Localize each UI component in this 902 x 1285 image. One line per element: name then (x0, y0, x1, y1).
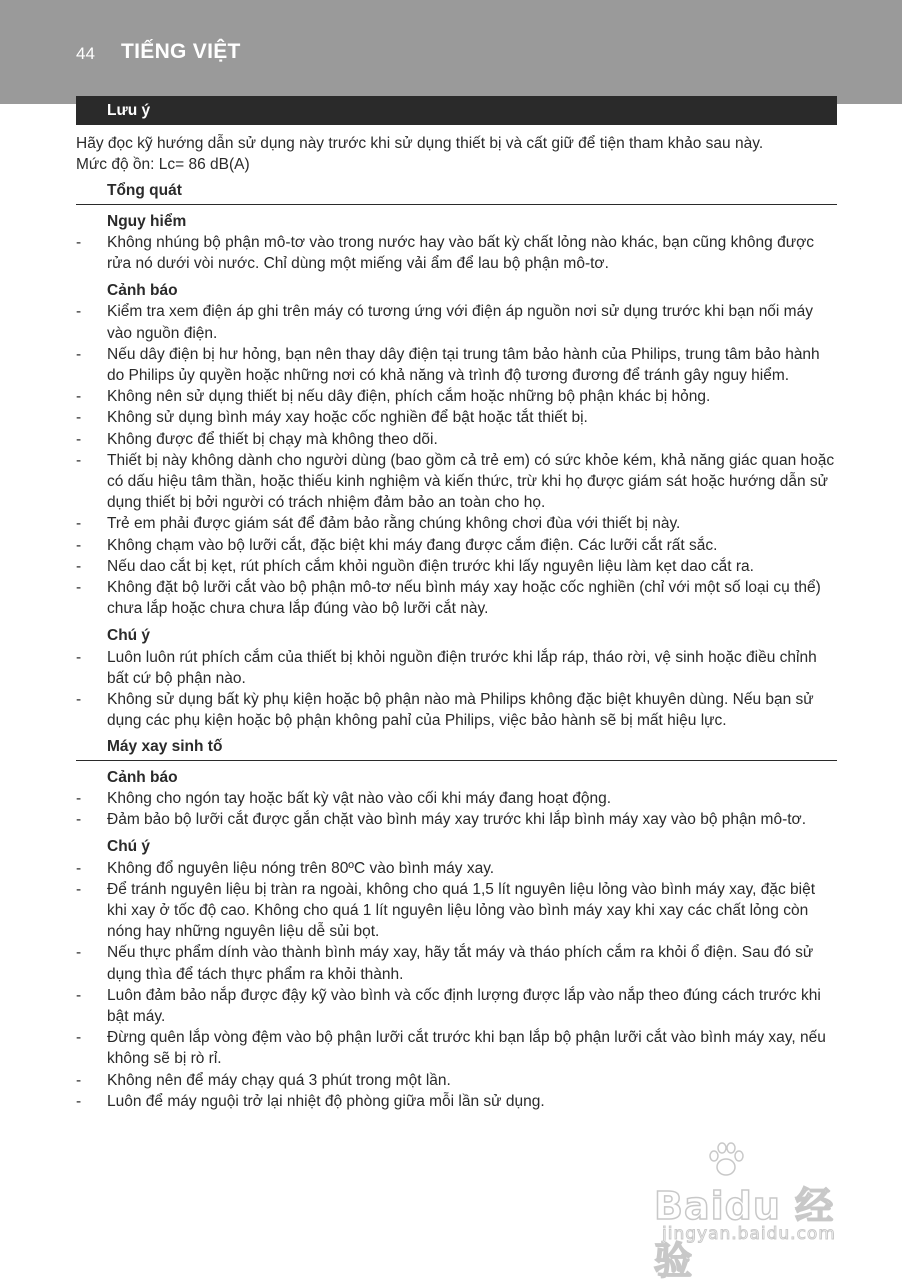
section-blender-title: Máy xay sinh tố (76, 736, 837, 760)
list-item: - Trẻ em phải được giám sát để đảm bảo rằng chúng không chơi đùa với thiết bị này. (76, 515, 681, 533)
danger-list (76, 232, 837, 274)
watermark-brand: Baidu 经验 (654, 1184, 835, 1283)
intro-text: Hãy đọc kỹ hướng dẫn sử dụng này trước khi sử dụng thiết bị và cất giữ để tiện tham khảo sau này. (76, 135, 764, 152)
list-item: - Nếu thực phẩm dính vào thành bình máy xay, hãy tắt máy và tháo phích cắm ra khỏi ổ điện. Sau đó sử dụng thìa để tách thực phẩm ra khỏi thành. (76, 944, 814, 983)
language-title: TIẾNG VIỆT (121, 40, 241, 63)
page-number: 44 (76, 44, 95, 63)
list-item: - Kiểm tra xem điện áp ghi trên máy có tương ứng với điện áp nguồn nơi sử dụng trước khi bạn nối máy vào nguồn điện. (76, 303, 813, 342)
list-item: - Đừng quên lắp vòng đệm vào bộ phận lưỡi cắt trước khi bạn lắp bộ phận lưỡi cắt vào bình máy xay, nếu không sẽ bị rò rỉ. (76, 1029, 826, 1068)
list-item: - Không được để thiết bị chạy mà không theo dõi. (76, 430, 438, 448)
paw-icon (706, 1140, 746, 1180)
content (76, 133, 837, 1112)
watermark-url: jingyan.baidu.com (662, 1224, 836, 1244)
list-item: - Nếu dây điện bị hư hỏng, bạn nên thay dây điện tại trung tâm bảo hành của Philips, trung tâm bảo hành do Philips ủy quyền hoặc những nơi có khả năng và trình độ tương đương để tránh gây nguy hiểm. (76, 345, 820, 385)
list-item: - Không nên sử dụng thiết bị nếu dây điện, phích cắm hoặc những bộ phận khác bị hỏng. (76, 388, 711, 406)
header-band (0, 0, 902, 104)
list-item: - Không đổ nguyên liệu nóng trên 80ºC vào bình máy xay. (76, 859, 495, 877)
blender-caution-list (76, 858, 837, 1112)
warning-title: Cảnh báo (107, 282, 178, 300)
list-item: - Không sử dụng bình máy xay hoặc cốc nghiền để bật hoặc tắt thiết bị. (76, 409, 588, 427)
danger-title: Nguy hiểm (107, 212, 187, 230)
caution-list (76, 647, 837, 732)
list-item: - Không sử dụng bất kỳ phụ kiện hoặc bộ phận nào mà Philips không đặc biệt khuyên dùng. Nếu bạn sử dụng các phụ kiện hoặc bộ phận không pahỉ của Philips, việc bảo hành sẽ bị mất hiệu lực. (76, 691, 814, 730)
list-item: - Không cho ngón tay hoặc bất kỳ vật nào vào cối khi máy đang hoạt động. (76, 789, 612, 807)
list-item: - Thiết bị này không dành cho người dùng (bao gồm cả trẻ em) có sức khỏe kém, khả năng giác quan hoặc có dấu hiệu tâm thần, hoặc thiếu kinh nghiệm và kiến thức, trừ khi họ được giám sát hoặc hướng dẫn sử dụng thiết bị bởi người có trách nhiệm đảm bảo an toàn cho họ. (76, 451, 835, 512)
warning-list (76, 301, 837, 619)
note-heading-bar (76, 96, 837, 125)
list-item: - Luôn đảm bảo nắp được đậy kỹ vào bình và cốc định lượng được lắp vào nắp theo đúng cách trước khi bật máy. (76, 986, 821, 1025)
list-item: - Nếu dao cắt bị kẹt, rút phích cắm khỏi nguồn điện trước khi lấy nguyên liệu làm kẹt dao cắt ra. (76, 557, 754, 575)
list-item: - Đảm bảo bộ lưỡi cắt được gắn chặt vào bình máy xay trước khi lắp bình máy xay vào bộ phận mô-tơ. (76, 811, 807, 829)
blender-warning-list (76, 788, 837, 830)
list-item: - Không đặt bộ lưỡi cắt vào bộ phận mô-tơ nếu bình máy xay hoặc cốc nghiền (chỉ với một số loại cụ thể) chưa lắp hoặc chưa chưa lắp đúng vào bộ lưỡi cắt này. (76, 579, 821, 618)
caution-title: Chú ý (107, 627, 151, 645)
note-heading: Lưu ý (107, 102, 151, 119)
list-item: - Luôn luôn rút phích cắm của thiết bị khỏi nguồn điện trước khi lắp ráp, tháo rời, vệ sinh hoặc điều chỉnh bất cứ bộ phận nào. (76, 648, 817, 687)
blender-warning-title: Cảnh báo (107, 768, 178, 786)
list-item: - Không chạm vào bộ lưỡi cắt, đặc biệt khi máy đang được cắm điện. Các lưỡi cắt rất sắc. (76, 536, 718, 554)
noise-level: Mức độ ồn: Lc= 86 dB(A) (76, 156, 250, 174)
list-item: - Để tránh nguyên liệu bị tràn ra ngoài, không cho quá 1,5 lít nguyên liệu lỏng vào bình máy xay, đặc biệt khi xay ở tốc độ cao. Không cho quá 1 lít nguyên liệu lỏng vào bình máy xay khi xay các chất lỏng còn nóng hay những nguyên liệu dễ sủi bọt. (76, 880, 816, 941)
baidu-watermark (654, 1140, 844, 1283)
section-general-title: Tổng quát (76, 180, 837, 204)
list-item: - Không nhúng bộ phận mô-tơ vào trong nước hay vào bất kỳ chất lỏng nào khác, bạn cũng không được rửa nó dưới vòi nước. Chỉ dùng một miếng vải ẩm để lau bộ phận mô-tơ. (76, 233, 815, 273)
blender-caution-title: Chú ý (107, 838, 151, 856)
list-item: - Luôn để máy nguội trở lại nhiệt độ phòng giữa mỗi lần sử dụng. (76, 1092, 545, 1110)
list-item: - Không nên để máy chạy quá 3 phút trong một lần. (76, 1071, 451, 1089)
